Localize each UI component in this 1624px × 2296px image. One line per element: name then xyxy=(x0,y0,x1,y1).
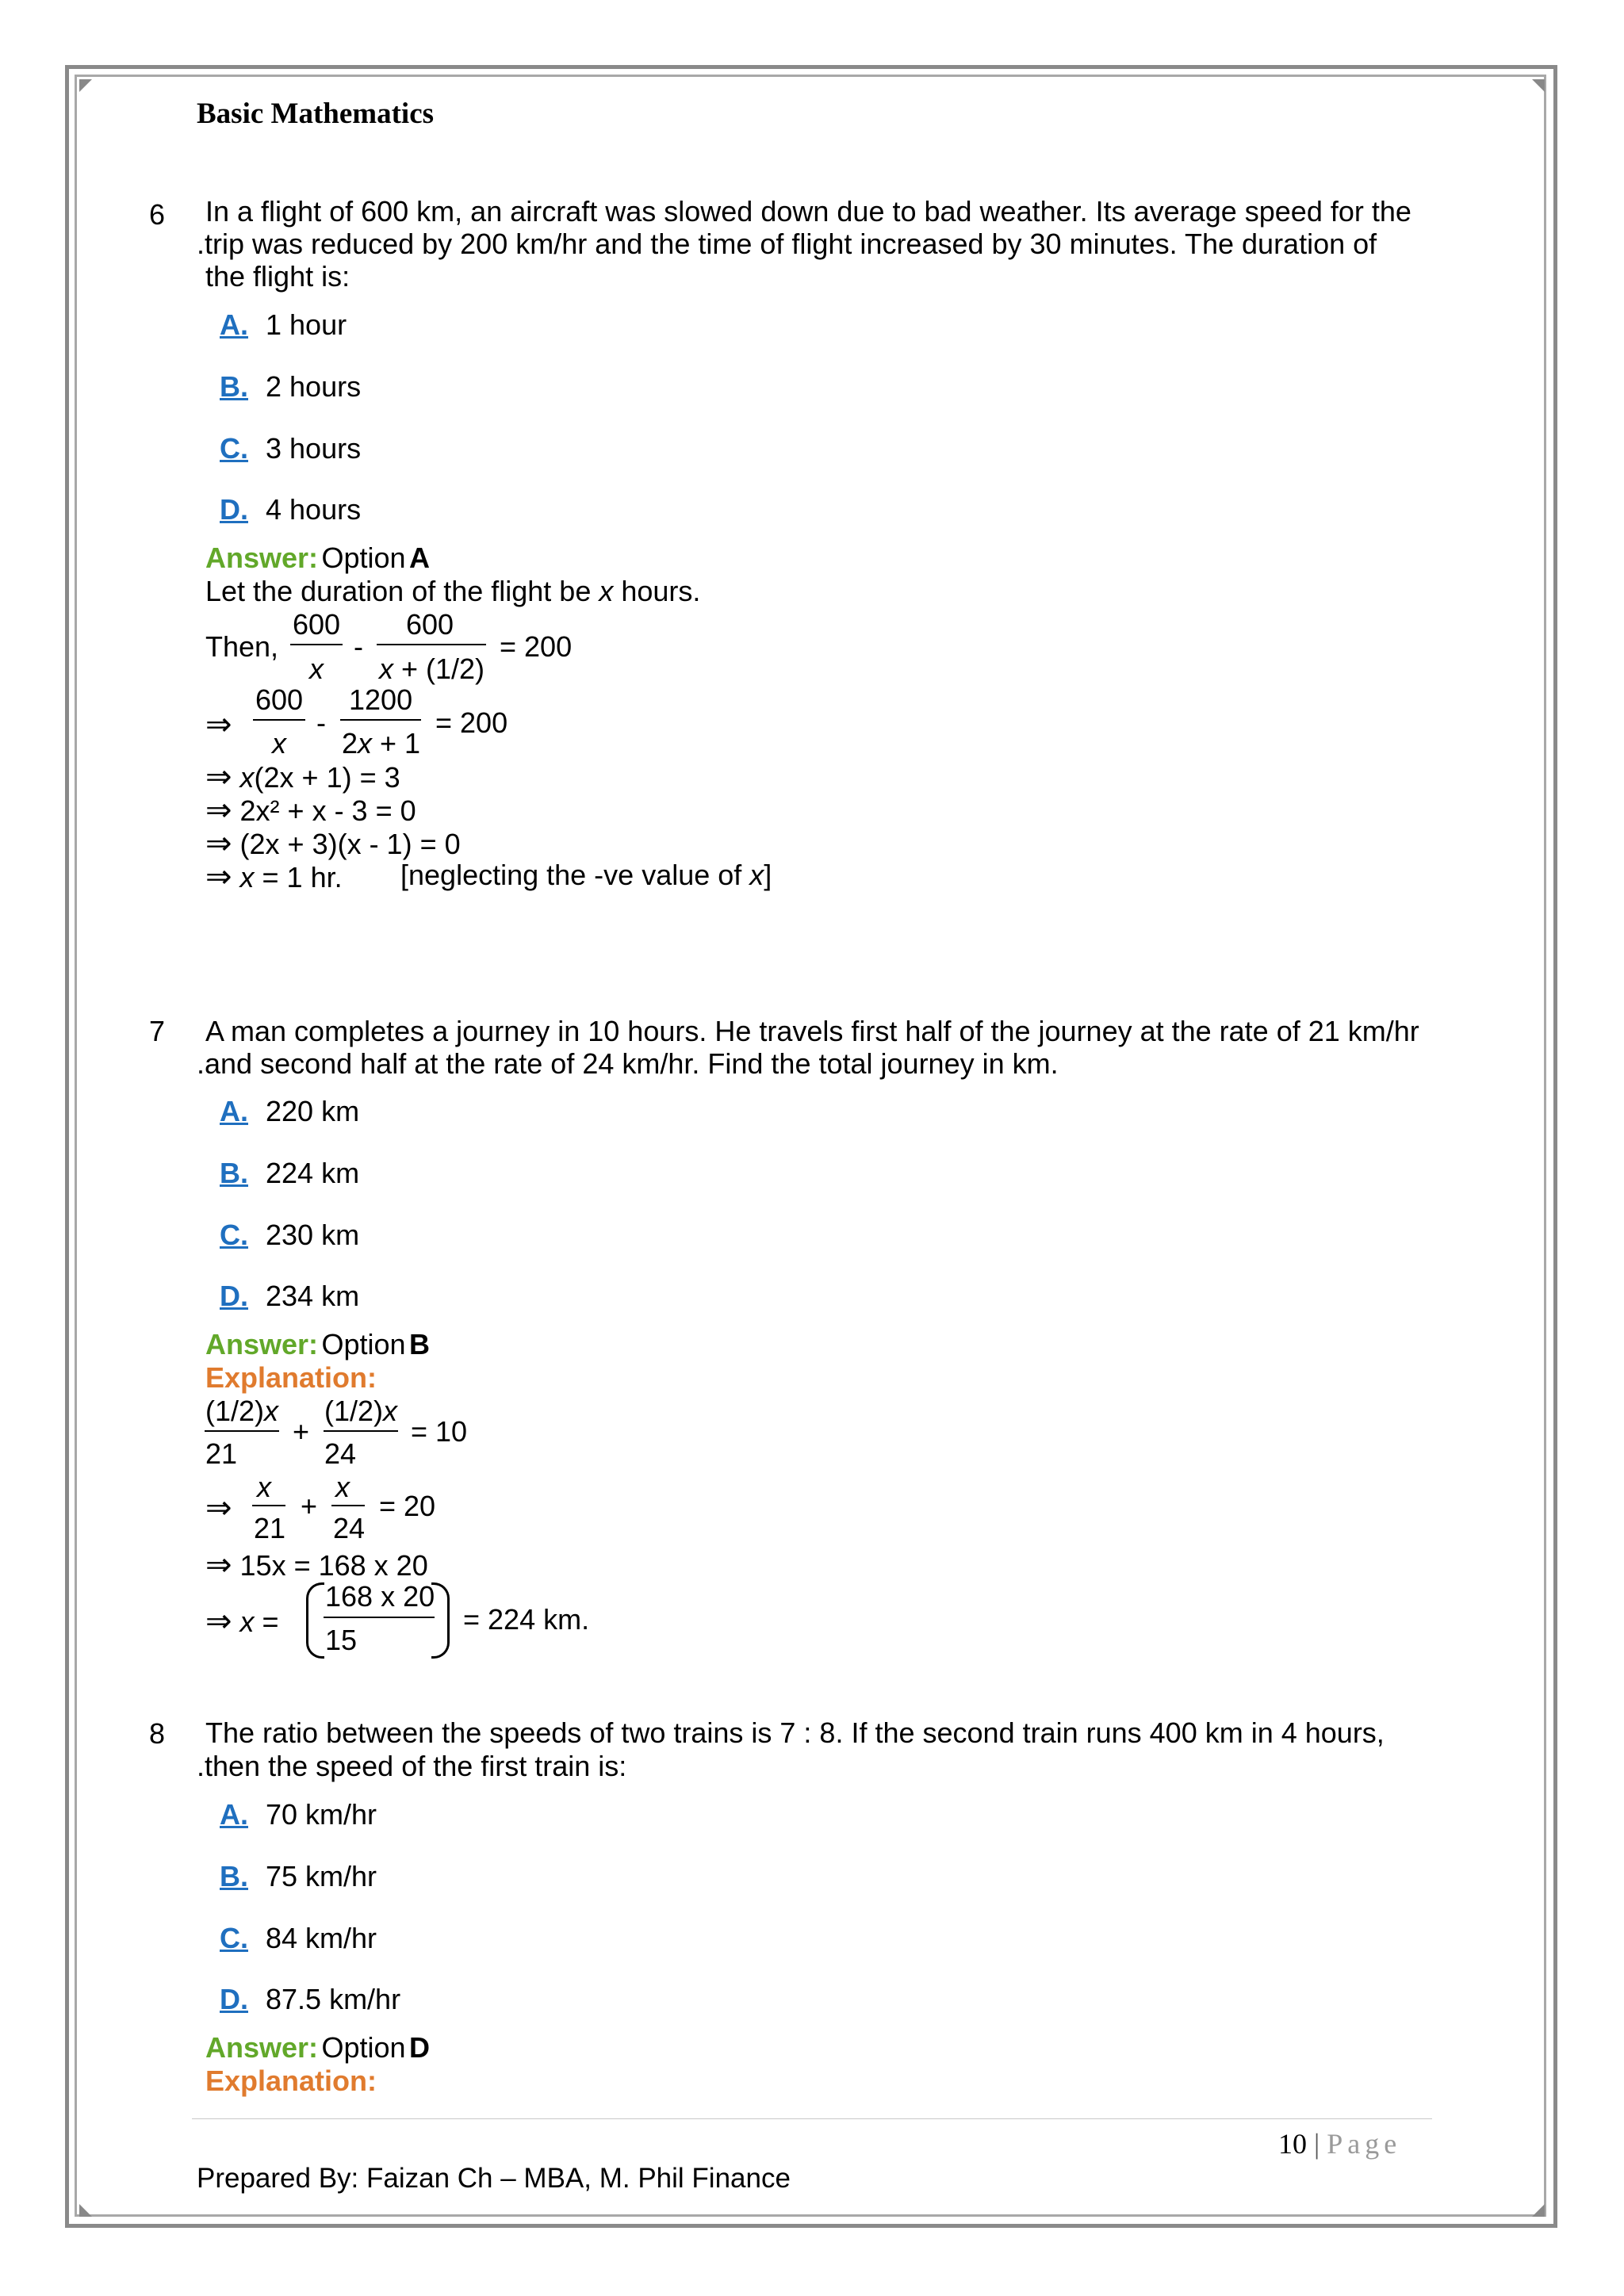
fraction-bar xyxy=(324,1617,435,1618)
fraction-numerator: 600 xyxy=(255,683,304,716)
answer-line xyxy=(205,2031,430,2064)
variable: x xyxy=(239,761,255,794)
step-text: = 1 hr. xyxy=(254,861,343,894)
question-number: 8 xyxy=(149,1717,166,1750)
option-letter[interactable]: D. xyxy=(220,1983,248,2015)
question-text-line: .and second half at the rate of 24 km/hr. Find the total journey in km. xyxy=(197,1047,1059,1080)
left-parenthesis xyxy=(306,1582,324,1659)
fraction-denominator xyxy=(342,727,420,760)
step-text: = xyxy=(254,1605,279,1638)
option-letter[interactable]: A. xyxy=(220,1095,248,1127)
answer-label: Answer: xyxy=(205,541,319,574)
variable: x xyxy=(749,859,764,891)
denominator-text: + (1/2) xyxy=(393,652,485,685)
corner-ornament xyxy=(79,79,92,92)
equals-value: = 200 xyxy=(435,706,508,739)
fraction-denominator: 24 xyxy=(324,1437,357,1470)
solution-text: Let the duration of the flight be xyxy=(205,575,599,607)
option-d[interactable] xyxy=(220,493,361,526)
question-text-line: The ratio between the speeds of two trains is 7 : 8. If the second train runs 400 km in 4 hours, xyxy=(205,1716,1385,1749)
page-separator: | xyxy=(1314,2128,1320,2160)
answer-option: A xyxy=(409,541,431,574)
option-text: 230 km xyxy=(266,1219,360,1251)
option-c[interactable] xyxy=(220,432,361,465)
solution-text: hours. xyxy=(613,575,701,607)
fraction-bar xyxy=(324,1430,398,1432)
option-letter[interactable]: A. xyxy=(220,1798,248,1831)
then-label: Then, xyxy=(205,630,279,663)
solution-step xyxy=(205,825,461,862)
fraction-bar xyxy=(205,1430,279,1432)
equals-value: = 200 xyxy=(500,630,573,663)
note-text: [neglecting the -ve value of xyxy=(400,859,750,891)
option-text: 1 hour xyxy=(266,308,347,341)
step-text: (2x + 3)(x - 1) = 0 xyxy=(239,828,461,860)
step-text: 15x = 168 x 20 xyxy=(239,1549,428,1582)
implies-arrow: ⇒ xyxy=(205,1490,232,1525)
fraction-numerator: x xyxy=(335,1471,350,1503)
numerator-text: (1/2) xyxy=(205,1395,265,1427)
option-c[interactable] xyxy=(220,1922,377,1955)
answer-option: D xyxy=(409,2031,431,2064)
question-text-line: the flight is: xyxy=(205,260,350,293)
corner-ornament xyxy=(79,2204,92,2217)
variable: x xyxy=(264,1395,279,1427)
option-text: 75 km/hr xyxy=(266,1860,377,1892)
answer-option: B xyxy=(409,1328,431,1360)
explanation-label: Explanation: xyxy=(205,1361,377,1394)
question-text-line: In a flight of 600 km, an aircraft was slowed down due to bad weather. Its average speed for the xyxy=(205,195,1411,228)
solution-step xyxy=(205,792,416,828)
variable: x xyxy=(239,1605,255,1638)
option-letter[interactable]: A. xyxy=(220,308,248,341)
implies-arrow: ⇒ xyxy=(205,1604,232,1639)
question-text-line: .then the speed of the first train is: xyxy=(197,1750,627,1782)
plus-sign: + xyxy=(293,1415,310,1448)
fraction-denominator: x xyxy=(309,652,324,685)
option-text: 234 km xyxy=(266,1280,360,1312)
variable: x xyxy=(383,1395,398,1427)
implies-arrow: ⇒ xyxy=(205,707,232,742)
page-number-value: 10 xyxy=(1278,2128,1307,2160)
right-parenthesis xyxy=(431,1582,450,1659)
solution-step xyxy=(205,1603,279,1640)
implies-arrow: ⇒ xyxy=(205,1548,232,1582)
answer-prefix: Option xyxy=(321,2031,406,2064)
answer-prefix: Option xyxy=(321,541,406,574)
option-text: 2 hours xyxy=(266,370,362,403)
option-text: 220 km xyxy=(266,1095,360,1127)
variable: x xyxy=(599,575,614,607)
implies-arrow: ⇒ xyxy=(205,760,232,794)
minus-sign: - xyxy=(316,706,326,739)
option-text: 87.5 km/hr xyxy=(266,1983,401,2015)
implies-arrow: ⇒ xyxy=(205,793,232,828)
option-letter[interactable]: B. xyxy=(220,1157,248,1189)
answer-prefix: Option xyxy=(321,1328,406,1360)
numerator-text: (1/2) xyxy=(324,1395,384,1427)
fraction-denominator: 21 xyxy=(254,1512,286,1544)
fraction-denominator: 24 xyxy=(333,1512,366,1544)
question-number: 7 xyxy=(149,1015,166,1047)
implies-arrow: ⇒ xyxy=(205,859,232,894)
option-a[interactable] xyxy=(220,1095,359,1128)
option-d[interactable] xyxy=(220,1983,400,2016)
fraction-bar xyxy=(290,644,343,645)
equals-value: = 224 km. xyxy=(463,1603,590,1636)
fraction-numerator: x xyxy=(257,1471,271,1503)
option-text: 4 hours xyxy=(266,493,362,526)
step-text: (2x + 1) = 3 xyxy=(254,761,400,794)
option-letter[interactable]: D. xyxy=(220,1280,248,1312)
option-text: 3 hours xyxy=(266,432,362,465)
step-text: 2x² + x - 3 = 0 xyxy=(239,794,416,827)
solution-step xyxy=(205,859,343,895)
option-c[interactable] xyxy=(220,1219,359,1252)
solution-step xyxy=(205,759,400,795)
fraction-numerator: 1200 xyxy=(349,683,413,716)
fraction-bar xyxy=(331,1505,365,1506)
equals-value: = 10 xyxy=(411,1415,468,1448)
fraction-denominator: x xyxy=(272,727,286,760)
fraction-numerator: 600 xyxy=(406,608,454,641)
variable: x xyxy=(358,727,373,760)
fraction-numerator xyxy=(324,1395,397,1428)
option-letter[interactable]: B. xyxy=(220,370,248,403)
fraction-denominator xyxy=(379,652,485,686)
option-a[interactable] xyxy=(220,308,347,342)
fraction-denominator: 15 xyxy=(325,1624,358,1656)
answer-line xyxy=(205,541,430,575)
minus-sign: - xyxy=(354,630,363,663)
option-text: 70 km/hr xyxy=(266,1798,377,1831)
option-letter[interactable]: B. xyxy=(220,1860,248,1892)
page-word: Page xyxy=(1327,2128,1402,2160)
option-letter[interactable]: D. xyxy=(220,493,248,526)
fraction-denominator: 21 xyxy=(205,1437,238,1470)
fraction-bar xyxy=(340,719,421,721)
page-header-title: Basic Mathematics xyxy=(197,98,435,130)
footer-divider xyxy=(192,2118,1432,2119)
option-letter[interactable]: C. xyxy=(220,1922,248,1954)
plus-sign: + xyxy=(301,1490,318,1522)
implies-arrow: ⇒ xyxy=(205,826,232,861)
question-number: 6 xyxy=(149,198,166,231)
page-number xyxy=(1278,2127,1401,2160)
equals-value: = 20 xyxy=(379,1490,436,1522)
denominator-text: 2 xyxy=(342,727,358,760)
fraction-bar xyxy=(377,644,486,645)
option-text: 224 km xyxy=(266,1157,360,1189)
option-b[interactable] xyxy=(220,1860,377,1893)
explanation-label: Explanation: xyxy=(205,2064,377,2097)
variable: x xyxy=(379,652,393,685)
prepared-by: Prepared By: Faizan Ch – MBA, M. Phil Finance xyxy=(197,2163,791,2194)
question-text-line: A man completes a journey in 10 hours. He travels first half of the journey at the rate of 21 km/hr xyxy=(205,1015,1419,1047)
note-text: ] xyxy=(764,859,772,891)
answer-label: Answer: xyxy=(205,1328,319,1360)
solution-intro xyxy=(205,575,700,608)
option-b[interactable] xyxy=(220,370,361,404)
solution-step xyxy=(205,1547,428,1583)
option-letter[interactable]: C. xyxy=(220,432,248,465)
fraction-numerator xyxy=(205,1395,278,1428)
solution-note xyxy=(400,859,772,892)
fraction-bar xyxy=(252,1505,285,1506)
denominator-text: + 1 xyxy=(372,727,421,760)
answer-label: Answer: xyxy=(205,2031,319,2064)
option-b[interactable] xyxy=(220,1157,359,1190)
option-letter[interactable]: C. xyxy=(220,1219,248,1251)
question-text-line: .trip was reduced by 200 km/hr and the time of flight increased by 30 minutes. The duration of xyxy=(197,228,1377,260)
fraction-numerator: 600 xyxy=(293,608,341,641)
answer-line xyxy=(205,1328,430,1361)
option-text: 84 km/hr xyxy=(266,1922,377,1954)
option-a[interactable] xyxy=(220,1798,377,1831)
fraction-numerator: 168 x 20 xyxy=(325,1580,435,1613)
option-d[interactable] xyxy=(220,1280,359,1313)
corner-ornament xyxy=(1532,79,1545,92)
fraction-bar xyxy=(253,719,305,721)
variable: x xyxy=(239,861,255,894)
corner-ornament xyxy=(1532,2204,1545,2217)
